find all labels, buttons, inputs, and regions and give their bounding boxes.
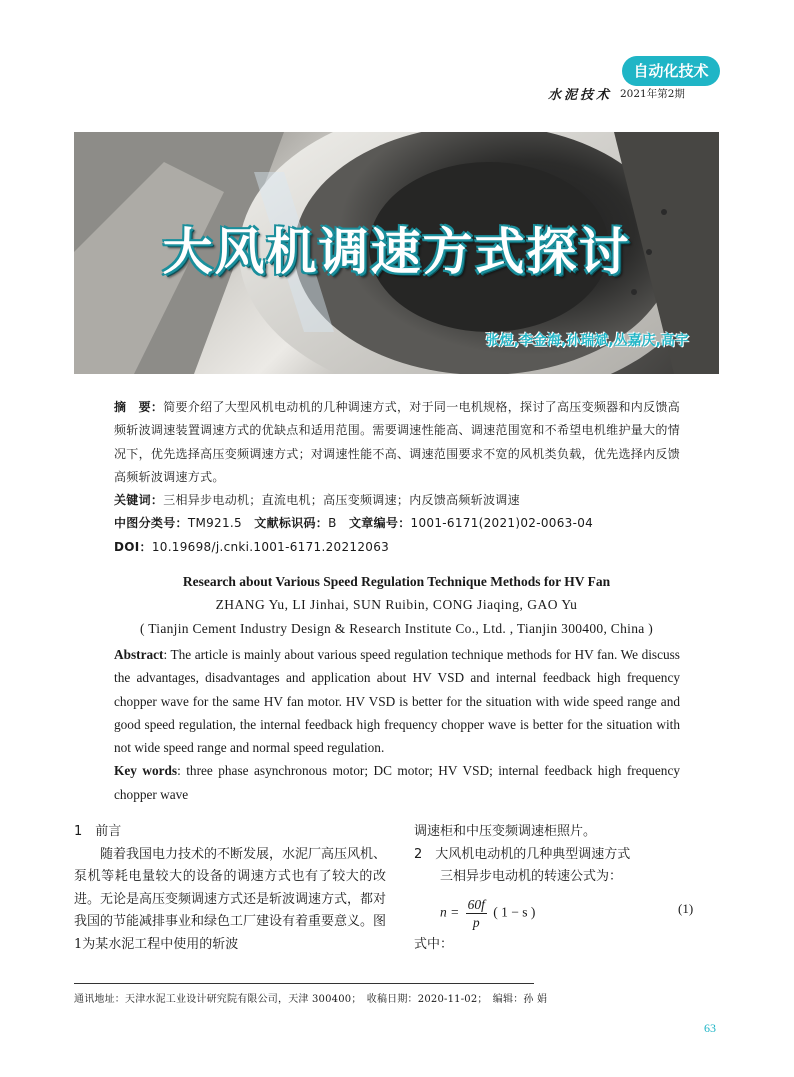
english-title: Research about Various Speed Regulation Technique Methods for HV Fan	[182, 574, 611, 589]
section-badge: 自动化技术	[622, 56, 720, 86]
abstract-en-label: Abstract	[114, 647, 164, 662]
keywords-en-text: : three phase asynchronous motor; DC motor; HV VSD; internal feedback high frequency chopper wave	[114, 763, 680, 802]
equation-number: (1)	[678, 901, 694, 916]
section-1-heading: 1 前言	[74, 824, 122, 839]
section-1-continued: 调速柜和中压变频调速柜照片。	[414, 824, 597, 839]
formula-rest: ( 1 − s )	[493, 904, 536, 920]
formula-numerator: 60f	[467, 897, 485, 912]
classification-line	[114, 512, 680, 535]
where-label: 式中：	[414, 937, 454, 952]
english-authors: ZHANG Yu, LI Jinhai, SUN Ruibin, CONG Jiaqing, GAO Yu	[215, 597, 578, 612]
footnote: 通讯地址：天津水泥工业设计研究院有限公司，天津 300400； 收稿日期：2020-11-02； 编辑：孙 娟	[74, 994, 548, 1005]
section-2-heading: 2 大风机电动机的几种典型调速方式	[414, 846, 631, 862]
section-2-paragraph: 三相异步电动机的转速公式为：	[440, 869, 623, 884]
article-no-value: 1001-6171(2021)02-0063-04	[410, 516, 594, 531]
abstract-en-text: : The article is mainly about various speed regulation technique methods for HV fan. We discuss the advantages, disadvantages and application about HV VSD and internal feedback high frequency chopper wave for the same HV fan motor. HV VSD is better for the situation with wide speed range and good speed regulation, the internal feedback high frequency chopper wave is better for the situation with not wide speed range and normal speed regulation.	[114, 647, 680, 756]
doi-value: 10.19698/j.cnki.1001-6171.20212063	[151, 539, 390, 554]
footnote-divider	[74, 983, 534, 984]
abstract-cn-label: 摘 要：	[114, 400, 164, 414]
abstract-cn-text: 简要介绍了大型风机电动机的几种调速方式，对于同一电机规格，探讨了高压变频器和内反馈高频斩波调速装置调速方式的优缺点和适用范围。需要调速性能高、调速范围宽和不希望电机维护量大的情况下，优先选择高压变频调速方式；对调速性能不高、调速范围要求不宽的风机类负载，优先选择内反馈高频斩波调速方式。	[114, 400, 680, 484]
clc-label: 中图分类号：	[114, 516, 188, 531]
paper-title: 大风机调速方式探讨	[162, 223, 631, 281]
journal-issue: 2021年第2期	[620, 88, 685, 100]
keywords-cn-label: 关键词：	[114, 493, 164, 508]
author-list: 张煜,李金海,孙瑞斌,丛嘉庆,高宇	[485, 333, 689, 349]
keywords-cn-text: 三相异步电动机；直流电机；高压变频调速；内反馈高频斩波调速	[163, 493, 520, 508]
journal-name: 水泥技术	[548, 88, 613, 103]
english-affiliation: ( Tianjin Cement Industry Design & Research Institute Co., Ltd. , Tianjin 300400, China )	[139, 621, 654, 636]
formula-denominator: p	[472, 915, 480, 930]
clc-value: TM921.5	[187, 516, 242, 531]
page-number: 63	[704, 1021, 716, 1035]
body-left-column	[74, 821, 386, 956]
doc-code-label: 文献标识码：	[254, 516, 329, 531]
article-no-label: 文章编号：	[349, 516, 411, 531]
abstract-en	[114, 643, 680, 759]
body-right-column	[414, 821, 720, 889]
doi-line	[114, 536, 680, 559]
english-abstract-block	[114, 643, 680, 806]
formula-fraction	[466, 896, 487, 931]
speed-formula	[440, 896, 535, 931]
formula-lhs: n =	[440, 904, 460, 920]
abstract-cn	[114, 396, 680, 489]
doc-code-value: B	[328, 516, 337, 531]
chinese-abstract-block	[114, 396, 680, 559]
doi-label: DOI：	[114, 539, 152, 554]
title-banner	[74, 132, 719, 374]
keywords-cn	[114, 489, 680, 512]
keywords-en-label: Key words	[114, 763, 178, 779]
keywords-en	[114, 759, 680, 806]
section-1-paragraph: 随着我国电力技术的不断发展，水泥厂高压风机、泵机等耗电量较大的设备的调速方式也有了较大的改进。无论是高压变频调速方式还是斩波调速方式，都对我国的节能减排事业和绿色工厂建设有着重要意义。图1为某水泥工程中使用的斩波	[74, 846, 387, 952]
